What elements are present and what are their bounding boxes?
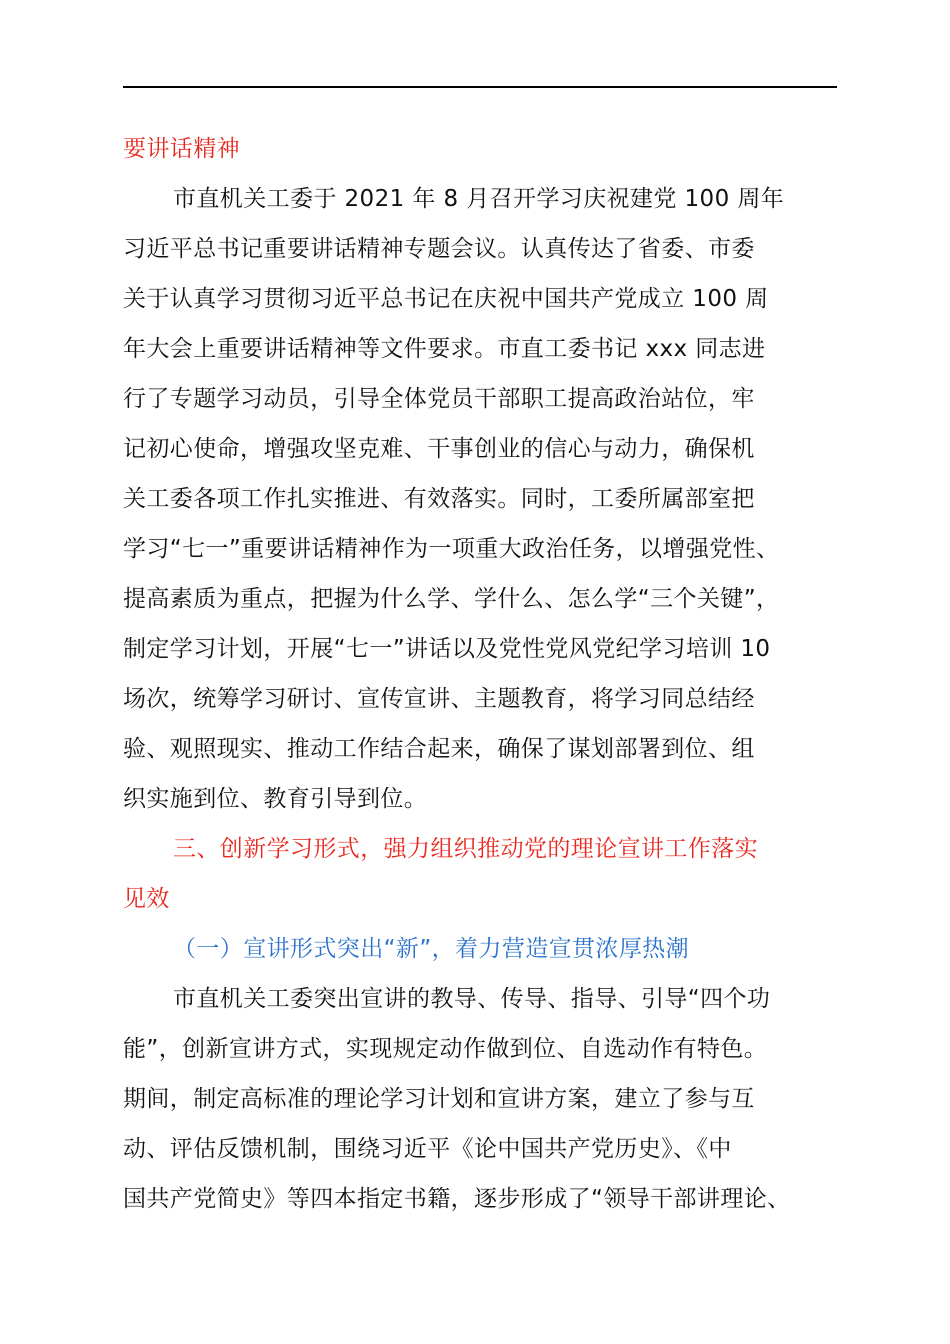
paragraph-1-line: 关工委各项工作扎实推进、有效落实。同时，工委所属部室把 [123, 486, 755, 512]
paragraph-1-line: 习近平总书记重要讲话精神专题会议。认真传达了省委、市委 [123, 236, 755, 262]
paragraph-1-line: 行了专题学习动员，引导全体党员干部职工提高政治站位，牢 [123, 386, 755, 412]
paragraph-1-line: 织实施到位、教育引导到位。 [123, 786, 428, 812]
paragraph-1-line: 学习“七一”重要讲话精神作为一项重大政治任务，以增强党性、 [123, 536, 780, 562]
paragraph-1-line: 验、观照现实、推动工作结合起来，确保了谋划部署到位、组 [123, 736, 755, 762]
paragraph-2-line: 动、评估反馈机制，围绕习近平《论中国共产党历史》、《中 [123, 1136, 732, 1162]
paragraph-2-line: 期间，制定高标准的理论学习计划和宣讲方案，建立了参与互 [123, 1086, 755, 1112]
paragraph-1-line: 场次，统筹学习研讨、宣传宣讲、主题教育，将学习同总结经 [123, 686, 755, 712]
paragraph-1-line: 提高素质为重点，把握为什么学、学什么、怎么学“三个关键”， [123, 586, 780, 612]
paragraph-1-line: 关于认真学习贯彻习近平总书记在庆祝中国共产党成立 100 周 [123, 286, 769, 312]
document-body [123, 124, 837, 1224]
paragraph-2-line: 市直机关工委突出宣讲的教导、传导、指导、引导“四个功 [173, 986, 771, 1012]
header-rule [123, 86, 837, 88]
subsection-one-heading: （一）宣讲形式突出“新”，着力营造宣贯浓厚热潮 [173, 936, 690, 962]
paragraph-1-line: 记初心使命，增强攻坚克难、干事创业的信心与动力，确保机 [123, 436, 755, 462]
paragraph-2-line: 能”，创新宣讲方式，实现规定动作做到位、自选动作有特色。 [123, 1036, 768, 1062]
section-heading-tail: 要讲话精神 [123, 136, 240, 162]
paragraph-1-line: 市直机关工委于 2021 年 8 月召开学习庆祝建党 100 周年 [173, 186, 785, 212]
paragraph-2-line: 国共产党简史》等四本指定书籍，逐步形成了“领导干部讲理论、 [123, 1186, 791, 1212]
paragraph-1-line: 制定学习计划，开展“七一”讲话以及党性党风党纪学习培训 10 [123, 636, 771, 662]
section-three-heading-line: 三、创新学习形式，强力组织推动党的理论宣讲工作落实 [173, 836, 758, 862]
paragraph-1-line: 年大会上重要讲话精神等文件要求。市直工委书记 xxx 同志进 [123, 336, 766, 362]
section-three-heading-line: 见效 [123, 886, 170, 912]
